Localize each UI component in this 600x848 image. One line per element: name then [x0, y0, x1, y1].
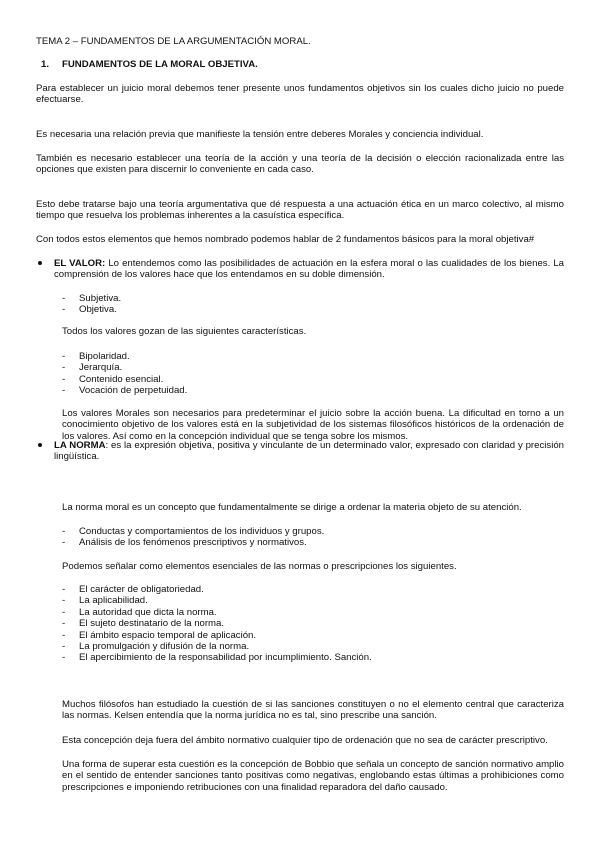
- norma-objects-list: [62, 526, 324, 549]
- valor-label: EL VALOR:: [54, 258, 106, 269]
- bullet-icon: [38, 443, 42, 447]
- valor-text: Lo entendemos como las posibilidades de actuación en la esfera moral o las cualidades de los bienes. La comprensión de los valores hace que los entendamos en su doble dimensión.: [54, 258, 565, 281]
- list-item: - Subjetiva.: [62, 293, 121, 304]
- norma-label: LA NORMA: [54, 440, 106, 451]
- paragraph-foundations: Con todos estos elementos que hemos nombrado podemos hablar de 2 fundamentos básicos para la moral objetiva#: [36, 234, 535, 245]
- list-item: - Jerarquía.: [62, 362, 187, 373]
- list-item: - Contenido esencial.: [62, 374, 187, 385]
- norma-closing-bobbio: Una forma de superar esta cuestión es la concepción de Bobbio que señala un concepto de sanción normativo amplio en el sentido de entender sanciones tanto positivas como negativas, englobando estas últimas a prohibiciones como prescripciones e imponiendo retribuciones con una finalidad reparadora del daño causado.: [62, 759, 564, 793]
- norma-closing-scope: Esta concepción deja fuera del ámbito normativo cualquier tipo de ordenación que no sea de carácter prescriptivo.: [62, 735, 548, 746]
- section-heading: FUNDAMENTOS DE LA MORAL OBJETIVA.: [62, 59, 258, 70]
- list-item: - Bipolaridad.: [62, 351, 187, 362]
- valor-dimensions-list: [62, 293, 121, 316]
- list-item: - El carácter de obligatoriedad.: [62, 584, 372, 595]
- list-item: - Análisis de los fenómenos prescriptivos y normativos.: [62, 537, 324, 548]
- section-number: 1.: [41, 59, 50, 70]
- list-item: - El apercibimiento de la responsabilidad por incumplimiento. Sanción.: [62, 652, 372, 663]
- paragraph-tension: Es necesaria una relación previa que manifieste la tensión entre deberes Morales y conciencia individual.: [36, 129, 484, 140]
- document-title: TEMA 2 – FUNDAMENTOS DE LA ARGUMENTACIÓN MORAL.: [36, 36, 311, 47]
- valor-closing: Los valores Morales son necesarios para predeterminar el juicio sobre la acción buena. La dificultad en torno a un conocimiento objetivo de los valores está en la subjetividad de los sistemas filosóficos históricos de la ordenación de los valores. Así como en la concepción individual que se tenga sobre los mismos.: [62, 408, 564, 442]
- paragraph-theory: También es necesario establecer una teoría de la acción y una teoría de la decisión o elección racionalizada entre las opciones que existen para discernir lo conveniente en cada caso.: [36, 153, 564, 176]
- norma-elements-intro: Podemos señalar como elementos esenciales de las normas o prescripciones los siguientes.: [62, 561, 457, 572]
- paragraph-intro: Para establecer un juicio moral debemos tener presente unos fundamentos objetivos sin los cuales dicho juicio no puede efectuarse.: [36, 83, 564, 106]
- list-item: - Vocación de perpetuidad.: [62, 385, 187, 396]
- norma-intro: La norma moral es un concepto que fundamentalmente se dirige a ordenar la materia objeto de su atención.: [62, 502, 522, 513]
- list-item: - La aplicabilidad.: [62, 595, 372, 606]
- list-item: - El ámbito espacio temporal de aplicación.: [62, 630, 372, 641]
- valor-definition: [54, 258, 564, 281]
- norma-elements-list: [62, 584, 372, 664]
- valor-characteristics-list: [62, 351, 187, 397]
- paragraph-argumentative: Esto debe tratarse bajo una teoría argumentativa que dé respuesta a una actuación ética en un marco colectivo, al mismo tiempo que resuelva los problemas inherentes a la casuística específica.: [36, 199, 564, 222]
- valor-characteristics-intro: Todos los valores gozan de las siguientes características.: [62, 326, 307, 337]
- list-item: - Objetiva.: [62, 304, 121, 315]
- list-item: - La autoridad que dicta la norma.: [62, 607, 372, 618]
- bullet-icon: [38, 261, 42, 265]
- norma-text: : es la expresión objetiva, positiva y vinculante de un determinado valor, expresado con claridad y precisión lingüística.: [54, 440, 564, 463]
- norma-definition: [54, 440, 564, 463]
- list-item: - La promulgación y difusión de la norma.: [62, 641, 372, 652]
- list-item: - El sujeto destinatario de la norma.: [62, 618, 372, 629]
- norma-closing-kelsen: Muchos filósofos han estudiado la cuestión de si las sanciones constituyen o no el elemento central que caracteriza las normas. Kelsen entendía que la norma jurídica no es tal, sino prescribe una sanción.: [62, 699, 564, 722]
- list-item: - Conductas y comportamientos de los individuos y grupos.: [62, 526, 324, 537]
